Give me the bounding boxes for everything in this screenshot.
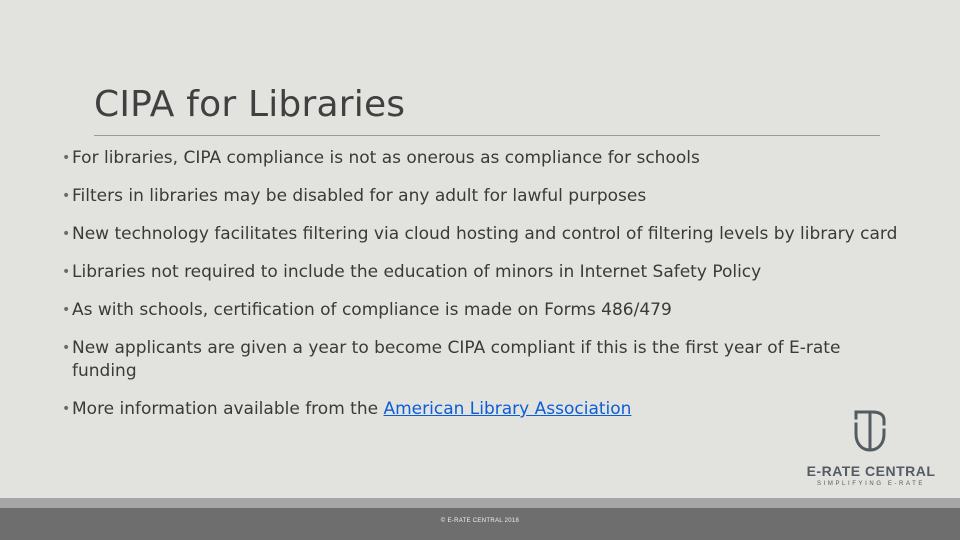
footer-copyright: © E-RATE CENTRAL 2018 [440,518,520,524]
bullet-dot: • [62,150,71,166]
footer-stripe [0,498,960,508]
logo-tagline: SIMPLIFYING E-RATE [816,481,926,487]
bullet-item [62,398,902,421]
bullet-text: As with schools, certification of compliance is made on Forms 486/479 [72,300,672,320]
e-rate-central-logo [804,406,938,490]
bullet-item [62,185,902,208]
bullet-list [62,147,902,436]
bullet-text: Filters in libraries may be disabled for any adult for lawful purposes [72,186,647,206]
e-rate-central-logo-icon [804,406,938,462]
bullet-text: New applicants are given a year to become CIPA compliant if this is the first year of E-rate funding [72,338,841,381]
bullet-dot: • [62,226,71,242]
bullet-text: More information available from the [72,399,384,419]
bullet-text: For libraries, CIPA compliance is not as onerous as compliance for schools [72,148,700,168]
slide-title: CIPA for Libraries [94,84,406,125]
bullet-item [62,223,902,246]
bullet-text: New technology facilitates filtering via cloud hosting and control of filtering levels by library card [72,224,898,244]
bullet-text: Libraries not required to include the education of minors in Internet Safety Policy [72,262,762,282]
bullet-dot: • [62,188,71,204]
bullet-dot: • [62,302,71,318]
bullet-dot: • [62,264,71,280]
bullet-dot: • [62,340,71,356]
ala-link[interactable]: American Library Association [383,399,632,419]
title-divider [94,135,880,136]
logo-name: E-RATE CENTRAL [806,463,936,479]
bullet-item [62,337,902,383]
bullet-item [62,261,902,284]
bullet-item [62,147,902,170]
bullet-dot: • [62,401,71,417]
bullet-item [62,299,902,322]
